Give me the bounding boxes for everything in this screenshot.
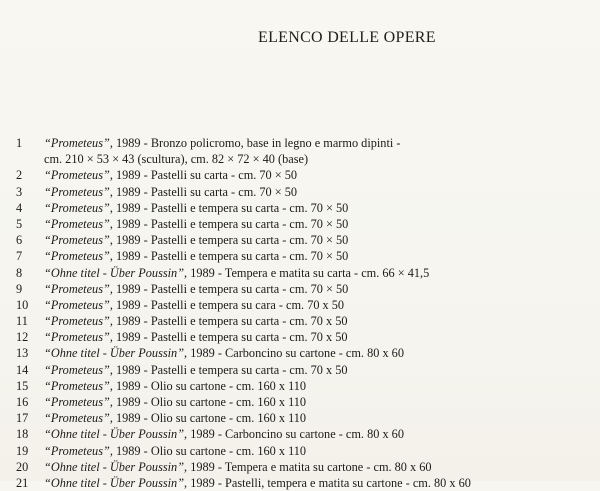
- work-title: “Prometeus”: [44, 411, 110, 426]
- entry-number: 9: [16, 281, 23, 296]
- list-item: [0, 378, 600, 394]
- list-item: [0, 265, 600, 281]
- entry-text: [44, 151, 308, 167]
- entry-text: [44, 362, 348, 378]
- list-item: [0, 475, 600, 491]
- list-item: [0, 167, 600, 183]
- list-item: [0, 443, 600, 459]
- works-list: [0, 135, 600, 491]
- list-item: [0, 297, 600, 313]
- work-title: “Prometeus”: [44, 200, 110, 215]
- work-title: “Prometeus”: [44, 249, 110, 264]
- entry-text: [44, 394, 306, 410]
- entry-number: 13: [16, 346, 29, 361]
- entry-text: [44, 216, 348, 232]
- work-details: , 1989 - Pastelli e tempera su cara - cm. 70 x 50: [109, 297, 345, 312]
- work-title: “Prometeus”: [44, 362, 110, 377]
- entry-text: [44, 265, 429, 281]
- entry-number: 17: [16, 411, 29, 426]
- work-title: “Prometeus”: [44, 395, 110, 409]
- entry-text: [44, 410, 306, 426]
- entry-number: 4: [16, 200, 23, 215]
- work-details: , 1989 - Carboncino su cartone - cm. 80 x 60: [184, 346, 404, 361]
- list-item: [0, 184, 600, 200]
- entry-number: 12: [16, 330, 29, 345]
- work-details: , 1989 - Pastelli su carta - cm. 70 × 50: [109, 168, 298, 183]
- work-details: , 1989 - Pastelli e tempera su carta - cm. 70 × 50: [109, 249, 349, 264]
- work-details: , 1989 - Olio su cartone - cm. 160 x 110: [109, 378, 307, 393]
- work-title: “Ohne titel - Über Poussin”: [44, 459, 185, 474]
- list-item: [0, 151, 600, 167]
- list-item: [0, 394, 600, 410]
- work-details: cm. 210 × 53 × 43 (scultura), cm. 82 × 72 × 40 (base): [44, 152, 309, 167]
- work-details: , 1989 - Pastelli e tempera su carta - cm. 70 × 50: [109, 200, 349, 215]
- list-item: [0, 135, 600, 151]
- entry-text: [44, 475, 471, 491]
- work-details: , 1989 - Olio su cartone - cm. 160 x 110: [109, 443, 307, 458]
- work-details: , 1989 - Pastelli e tempera su carta - cm. 70 x 50: [109, 314, 348, 329]
- work-title: “Ohne titel - Über Poussin”: [44, 346, 185, 361]
- work-title: “Prometeus”: [44, 330, 110, 345]
- entry-number: 3: [16, 184, 23, 199]
- work-details: , 1989 - Pastelli e tempera su carta - cm. 70 × 50: [109, 233, 349, 248]
- work-details: , 1989 - Pastelli, tempera e matita su cartone - cm. 80 x 60: [184, 475, 471, 490]
- list-item: [0, 459, 600, 475]
- entry-number: 21: [16, 475, 29, 490]
- work-title: “Prometeus”: [44, 378, 110, 393]
- work-details: , 1989 - Olio su cartone - cm. 160 x 110: [109, 395, 307, 409]
- list-item: [0, 345, 600, 361]
- entry-number: 10: [16, 297, 29, 312]
- entry-text: [44, 443, 306, 459]
- work-title: “Ohne titel - Über Poussin”: [44, 475, 185, 490]
- list-item: [0, 216, 600, 232]
- entry-text: [44, 426, 404, 442]
- work-title: “Prometeus”: [44, 233, 110, 248]
- entry-text: [44, 313, 348, 329]
- work-title: “Prometeus”: [44, 168, 110, 183]
- work-title: “Prometeus”: [44, 281, 110, 296]
- entry-text: [44, 297, 344, 313]
- entry-number: 8: [16, 265, 23, 280]
- work-title: “Prometeus”: [44, 216, 110, 231]
- list-item: [0, 248, 600, 264]
- work-details: , 1989 - Bronzo policromo, base in legno e marmo dipinti -: [109, 136, 401, 150]
- work-title: “Ohne titel - Über Poussin”: [44, 265, 185, 280]
- entry-number: 11: [16, 314, 28, 329]
- list-item: [0, 313, 600, 329]
- work-details: , 1989 - Pastelli e tempera su carta - cm. 70 x 50: [109, 362, 348, 377]
- work-details: , 1989 - Pastelli e tempera su carta - cm. 70 × 50: [109, 216, 349, 231]
- entry-text: [44, 248, 348, 264]
- entry-text: [44, 281, 348, 297]
- entry-number: 7: [16, 249, 23, 264]
- entry-text: [44, 345, 404, 361]
- work-title: “Prometeus”: [44, 297, 110, 312]
- entry-number: 2: [16, 168, 23, 183]
- work-details: , 1989 - Pastelli su carta - cm. 70 × 50: [109, 184, 298, 199]
- entry-number: 18: [16, 427, 29, 442]
- work-title: “Prometeus”: [44, 184, 110, 199]
- page-title: ELENCO DELLE OPERE: [258, 29, 436, 46]
- entry-text: [44, 135, 400, 151]
- entry-number: 19: [16, 443, 29, 458]
- entry-text: [44, 232, 348, 248]
- work-title: “Prometeus”: [44, 136, 110, 150]
- work-title: “Prometeus”: [44, 443, 110, 458]
- entry-text: [44, 459, 432, 475]
- work-details: , 1989 - Olio su cartone - cm. 160 x 110: [109, 411, 307, 426]
- work-details: , 1989 - Tempera e matita su cartone - cm. 80 x 60: [184, 459, 432, 474]
- entry-number: 6: [16, 233, 23, 248]
- work-details: , 1989 - Pastelli e tempera su carta - cm. 70 x 50: [109, 330, 348, 345]
- entry-number: 15: [16, 378, 29, 393]
- work-title: “Prometeus”: [44, 314, 110, 329]
- entry-text: [44, 167, 297, 183]
- list-item: [0, 362, 600, 378]
- list-item: [0, 329, 600, 345]
- entry-number: 14: [16, 362, 29, 377]
- entry-number: 1: [16, 136, 23, 150]
- list-item: [0, 410, 600, 426]
- entry-text: [44, 200, 348, 216]
- entry-text: [44, 378, 306, 394]
- entry-number: 5: [16, 216, 23, 231]
- entry-number: 16: [16, 395, 29, 409]
- work-title: “Ohne titel - Über Poussin”: [44, 427, 185, 442]
- entry-number: 20: [16, 459, 29, 474]
- work-details: , 1989 - Carboncino su cartone - cm. 80 x 60: [184, 427, 404, 442]
- list-item: [0, 200, 600, 216]
- list-item: [0, 232, 600, 248]
- entry-text: [44, 184, 297, 200]
- work-details: , 1989 - Tempera e matita su carta - cm. 66 × 41,5: [184, 265, 430, 280]
- entry-text: [44, 329, 348, 345]
- list-item: [0, 426, 600, 442]
- work-details: , 1989 - Pastelli e tempera su carta - cm. 70 × 50: [109, 281, 349, 296]
- list-item: [0, 281, 600, 297]
